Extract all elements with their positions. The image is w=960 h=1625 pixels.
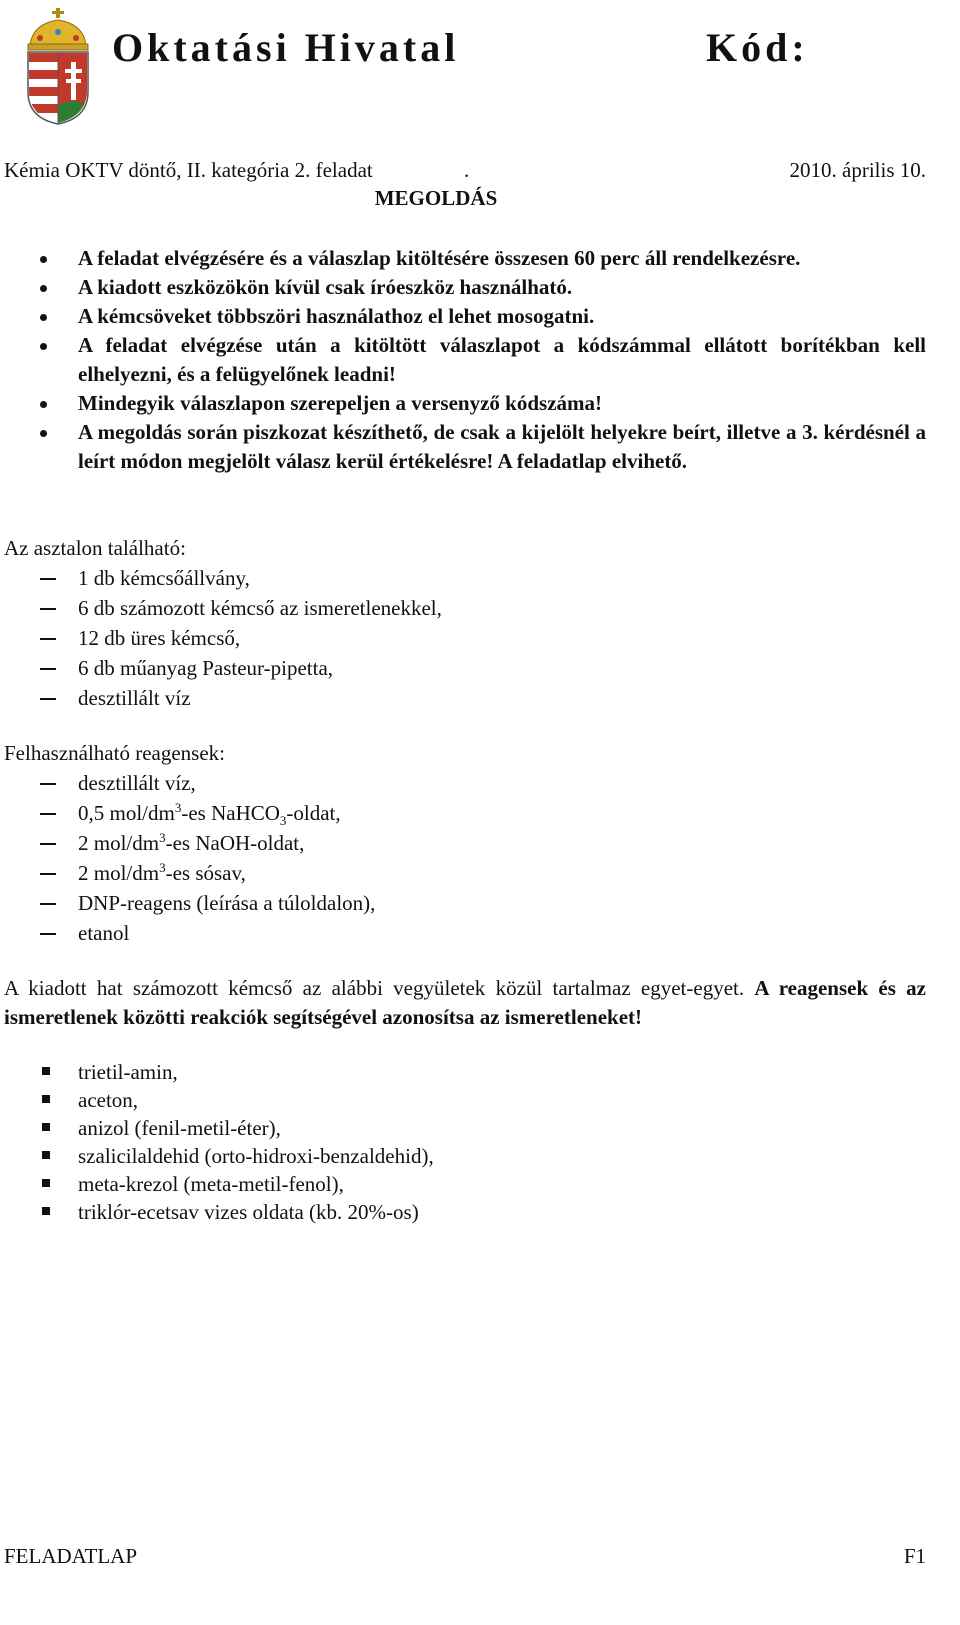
square-bullet-icon — [42, 1123, 50, 1131]
solution-title: MEGOLDÁS — [374, 186, 498, 210]
dash-icon — [40, 783, 56, 785]
list-item: meta-krezol (meta-metil-fenol), — [4, 1170, 926, 1198]
task-instruction: A reagensek és az ismeretlenek közötti reakciók segítségével azonosítsa az ismeretleneket! — [4, 976, 926, 1029]
dash-icon — [40, 608, 56, 610]
footer-label: FELADATLAP — [4, 1544, 138, 1568]
square-bullet-icon — [42, 1151, 50, 1159]
list-item: 6 db műanyag Pasteur-pipetta, — [4, 653, 926, 683]
list-item: desztillált víz — [4, 683, 926, 713]
list-item: 0,5 mol/$dm^3-es$ NaHCO$_3$-oldat, — [4, 798, 926, 828]
list-item: 6 db számozott kémcső az ismeretlenekkel, — [4, 593, 926, 623]
list-item: desztillált víz, — [4, 768, 926, 798]
dash-icon — [40, 578, 56, 580]
table-items-section — [4, 533, 926, 713]
dash-icon — [40, 698, 56, 700]
task-paragraph — [4, 974, 926, 1032]
list-item: trietil-amin, — [4, 1058, 926, 1086]
rule-item: A megoldás során piszkozat készíthető, de csak a kijelölt helyekre beírt, illetve a 3. kérdésnél a leírt módon megjelölt válasz kerül értékelésre! A feladatlap elvihető. — [0, 418, 926, 476]
table-items-list — [4, 563, 926, 713]
task-text: A kiadott hat számozott kémcső az alábbi vegyületek közül tartalmaz egyet-egyet. — [4, 976, 745, 1000]
bullet-icon — [40, 401, 47, 408]
square-bullet-icon — [42, 1207, 50, 1215]
bullet-icon — [40, 285, 47, 292]
compounds-list — [4, 1058, 926, 1226]
list-item: DNP-reagens (leírása a túloldalon), — [4, 888, 926, 918]
square-bullet-icon — [42, 1179, 50, 1187]
list-item: 2 mol/$dm^3-es$ sósav, — [4, 858, 926, 888]
page-number: F1 — [903, 1544, 926, 1568]
list-item: anizol (fenil-metil-éter), — [4, 1114, 926, 1142]
dash-icon — [40, 903, 56, 905]
table-items-title: Az asztalon található: — [4, 536, 186, 560]
list-item: szalicilaldehid (orto-hidroxi-benzaldehid), — [4, 1142, 926, 1170]
subtitle-dot: . — [464, 158, 470, 182]
bullet-icon — [40, 256, 47, 263]
rules-list — [0, 244, 926, 476]
rule-item: A feladat elvégzésére és a válaszlap kitöltésére összesen 60 perc áll rendelkezésre. — [0, 244, 926, 273]
reagents-title: Felhasználható reagensek: — [4, 741, 225, 765]
reagents-list — [4, 768, 926, 948]
dash-icon — [40, 813, 56, 815]
hungarian-coat-of-arms-icon — [22, 6, 94, 126]
list-item: 2 mol/$dm^3-es$ NaOH-oldat, — [4, 828, 926, 858]
bullet-icon — [40, 314, 47, 321]
list-item: etanol — [4, 918, 926, 948]
rule-item: Mindegyik válaszlapon szerepeljen a versenyző kódszáma! — [0, 389, 926, 418]
dash-icon — [40, 843, 56, 845]
list-item: aceton, — [4, 1086, 926, 1114]
square-bullet-icon — [42, 1067, 50, 1075]
dash-icon — [40, 933, 56, 935]
code-label: Kód: — [706, 25, 809, 70]
list-item: triklór-ecetsav vizes oldata (kb. 20%-os) — [4, 1198, 926, 1226]
exam-date: 2010. április 10. — [789, 158, 926, 182]
rule-item: A kiadott eszközökön kívül csak íróeszköz használható. — [0, 273, 926, 302]
reagents-section — [4, 738, 926, 948]
rule-item: A feladat elvégzése után a kitöltött válaszlapot a kódszámmal ellátott borítékban kell elhelyezni, és a felügyelőnek leadni! — [0, 331, 926, 389]
bullet-icon — [40, 430, 47, 437]
list-item: 12 db üres kémcső, — [4, 623, 926, 653]
bullet-icon — [40, 343, 47, 350]
dash-icon — [40, 668, 56, 670]
competition-title: Kémia OKTV döntő, II. kategória 2. feladat — [4, 158, 373, 182]
dash-icon — [40, 638, 56, 640]
page-header — [0, 0, 960, 140]
dash-icon — [40, 873, 56, 875]
square-bullet-icon — [42, 1095, 50, 1103]
list-item: 1 db kémcsőállvány, — [4, 563, 926, 593]
organization-name: Oktatási Hivatal — [112, 25, 460, 70]
rule-item: A kémcsöveket többszöri használathoz el lehet mosogatni. — [0, 302, 926, 331]
